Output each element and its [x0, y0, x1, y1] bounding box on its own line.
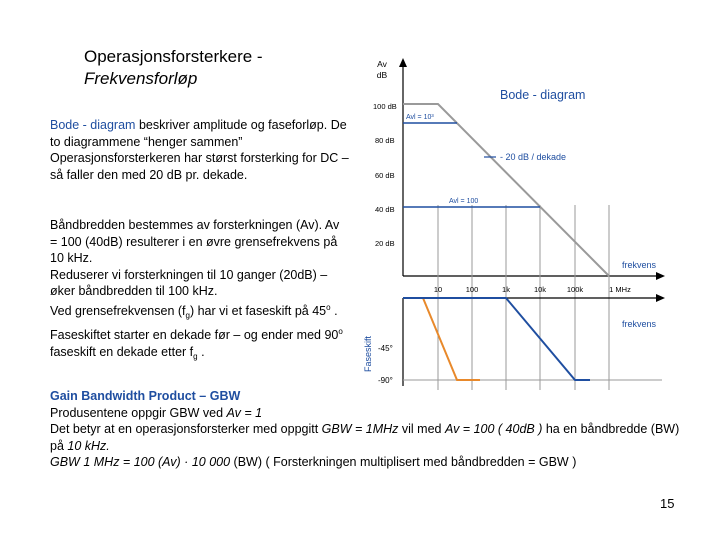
subscript-g: g — [185, 310, 190, 320]
gain-axis-label-db: dB — [376, 70, 388, 80]
phase-tick-90: -90° — [378, 376, 393, 385]
subscript-g-2: g — [193, 351, 198, 361]
bandwidth-text-c2: ) har vi et faseskift på 45 — [189, 303, 327, 318]
gbw-line1-text: Produsentene oppgir GBW ved — [50, 405, 227, 420]
freq-tick-100k: 100k — [566, 285, 584, 294]
gain-tick-20db: 20 dB — [375, 239, 395, 248]
bandwidth-text-c3: . Faseskiftet starter en dekade før – og ender med 90 — [50, 303, 339, 343]
freq-tick-1mhz: 1 MHz — [609, 285, 631, 294]
gain-y-axis-arrow — [399, 58, 407, 67]
avl-100-label: Avl = 100 — [449, 198, 479, 205]
gain-x-axis-arrow — [656, 272, 665, 280]
bandwidth-text-c5: . — [197, 344, 205, 359]
gbw-line2-c: vil med — [398, 422, 445, 436]
gain-tick-60db: 60 dB — [375, 171, 395, 180]
bandwidth-text-c1: Ved grensefrekvensen (f — [50, 303, 186, 318]
phase-x-axis-arrow — [656, 294, 665, 302]
x-axis-label-bottom: frekvens — [622, 319, 657, 329]
freq-tick-10: 10 — [433, 285, 443, 294]
slide-title: Operasjonsforsterkere - — [84, 47, 263, 66]
freq-tick-10k: 10k — [533, 285, 547, 294]
bandwidth-text-c4: faseskift en dekade etter f — [50, 344, 194, 359]
slope-label: - 20 dB / dekade — [500, 152, 567, 162]
gain-tick-80db: 80 dB — [375, 136, 395, 145]
gbw-line2-e: ha en båndbredde (BW) på — [50, 422, 680, 453]
phase-axis-label: Faseskift — [363, 335, 373, 372]
gbw-line2-b: GBW = 1MHz — [321, 422, 399, 436]
bode-diagram-title: Bode - diagram — [500, 88, 586, 102]
freq-tick-1k: 1k — [502, 285, 510, 294]
gbw-line2-a: Det betyr at en operasjonsforsterker med oppgitt — [50, 422, 322, 436]
phase-curve-avl-1000 — [403, 298, 480, 380]
gbw-line2-f: 10 kHz. — [67, 438, 110, 453]
gain-tick-100db: 100 dB — [373, 102, 397, 111]
bandwidth-text-b: Reduserer vi forsterkningen til 10 ganger (20dB) – øker båndbredden til 100 kHz. — [50, 267, 328, 298]
gbw-line1-italic: Av = 1 — [226, 405, 263, 420]
x-axis-label-top: frekvens — [622, 260, 657, 270]
degree-sign-2: o — [338, 327, 343, 337]
gbw-line3-a: GBW 1 MHz = 100 (Av) · 10 000 — [50, 455, 231, 469]
bode-term: Bode - diagram — [50, 118, 136, 132]
gain-tick-40db: 40 dB — [375, 205, 395, 214]
phase-curve-avl-100 — [403, 298, 590, 380]
gbw-line3-b: (BW) ( Forsterkningen multiplisert med båndbredden = GBW ) — [230, 455, 577, 469]
page-number: 15 — [660, 496, 675, 511]
gbw-line2-d: Av = 100 ( 40dB ) — [444, 422, 543, 436]
bode-intro-text: beskriver amplitude og faseforløp. De to diagrammene “henger sammen” — [50, 118, 347, 149]
bandwidth-text-a: Båndbredden bestemmes av forsterkningen (Av). Av = 100 (40dB) resulterer i en øvre grensefrekvens på 10 kHz. — [50, 218, 340, 265]
degree-sign: o — [326, 302, 331, 312]
slide-subtitle: Frekvensforløp — [84, 69, 198, 88]
gbw-heading: Gain Bandwidth Product – GBW — [50, 389, 241, 403]
bode-intro-line2: Operasjonsforsterkeren har størst forsterking for DC – så faller den med 20 dB pr. dekade. — [50, 151, 349, 182]
phase-tick-45: -45° — [378, 344, 393, 353]
freq-tick-100: 100 — [465, 285, 479, 294]
avl-1000-label: Avl = 10³ — [406, 114, 434, 121]
gain-axis-label-av: Av — [377, 59, 387, 69]
